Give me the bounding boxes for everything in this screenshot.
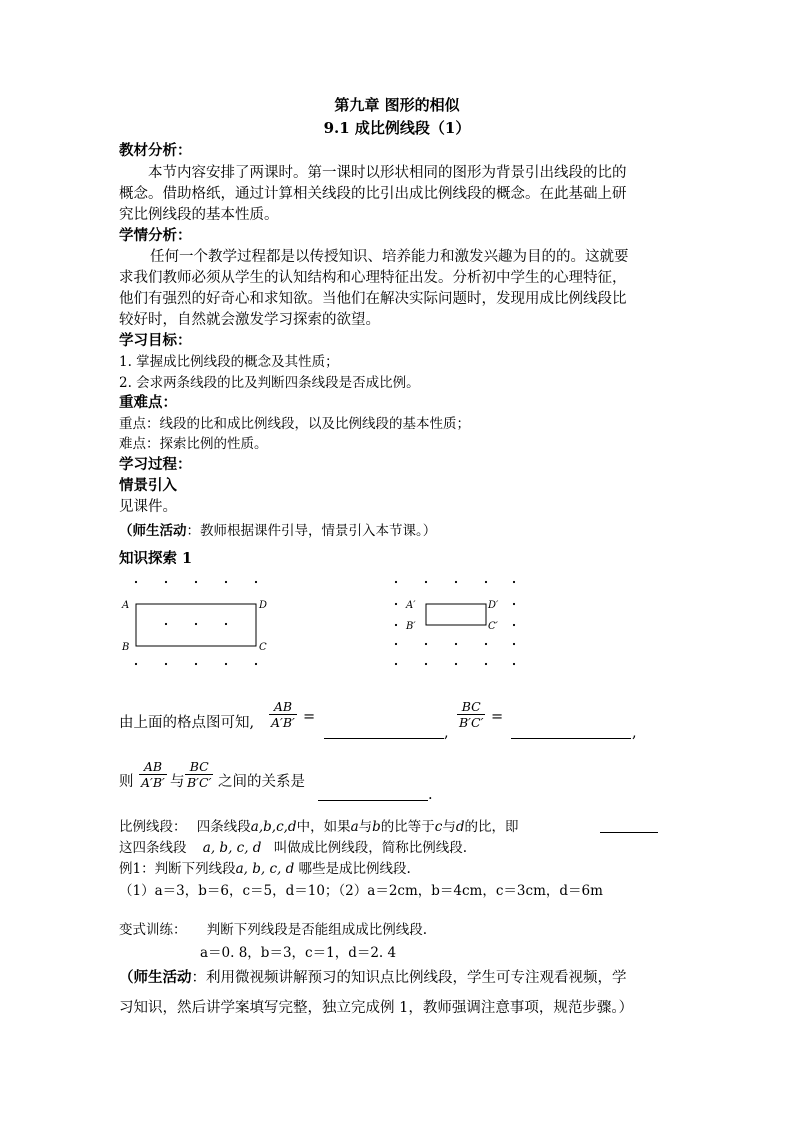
fraction-numerator: AB — [273, 699, 293, 714]
equals-sign: = — [491, 709, 504, 725]
intro-heading: 情景引入 — [119, 477, 177, 494]
learner-analysis-line: 求我们教师必须从学生的认知结构和心理特征出发。分析初中学生的心理特征， — [119, 270, 627, 286]
small-rectangle — [426, 604, 486, 625]
grid-prefix: 由上面的格点图可知, — [119, 715, 255, 731]
example-text: 例1：判断下列线段 — [119, 861, 236, 877]
process-heading: 学习过程： — [119, 456, 192, 473]
textbook-analysis-line: 本节内容安排了两课时。第一课时以形状相同的图形为背景引出线段的比的 — [148, 165, 627, 181]
answer-blank[interactable] — [318, 800, 428, 801]
fraction-bc — [185, 759, 213, 790]
key-point: 重点：线段的比和成比例线段，以及比例线段的基本性质； — [119, 416, 470, 432]
var-b: b — [372, 819, 381, 835]
section-title: 9.1 成比例线段（1） — [323, 119, 471, 137]
vertex-label-b: B — [122, 642, 130, 653]
vertex-label-d: D — [259, 600, 268, 611]
fraction-denominator: A′B′ — [271, 715, 295, 730]
fraction-bc — [457, 699, 485, 730]
learner-analysis-line: 较好时，自然就会激发学习探索的欲望。 — [119, 312, 380, 328]
relation-prefix: 则 — [119, 774, 134, 790]
answer-blank[interactable] — [511, 738, 631, 739]
example-vars: a, b, c, d — [235, 861, 295, 877]
objective-item: 1. 掌握成比例线段的概念及其性质； — [119, 354, 339, 370]
definition-vars: a, b, c, d — [202, 840, 262, 856]
variation-text: 判断下列线段是否能组成成比例线段. — [206, 922, 428, 938]
definition-line-1 — [119, 815, 519, 835]
definition-text: 四条线段 — [196, 819, 251, 835]
teacher-activity-2-line-1 — [119, 966, 627, 987]
vertex-label-a: A — [122, 600, 130, 611]
example-line-1 — [119, 857, 411, 877]
teacher-activity-text: ：利用微视频讲解预习的知识点比例线段，学生可专注观看视频，学 — [191, 970, 627, 986]
variation-values: a＝0. 8，b＝3，c＝1，d＝2. 4 — [200, 945, 397, 961]
comma: , — [444, 725, 449, 741]
chapter-title: 第九章 图形的相似 — [334, 96, 460, 114]
difficult-point: 难点：探索比例的性质。 — [119, 436, 268, 452]
definition-vars: a,b,c,d — [250, 819, 297, 835]
textbook-analysis-line: 概念。借助格纸，通过计算相关线段的比引出成比例线段的概念。在此基础上研 — [119, 186, 627, 202]
answer-blank[interactable] — [600, 832, 658, 833]
vertex-label-c-prime: C′ — [488, 621, 498, 632]
vertex-label-b-prime: B′ — [406, 621, 416, 632]
fraction-denominator: B′C′ — [187, 775, 212, 790]
example-line-2: （1）a＝3，b＝6，c＝5，d＝10；（2）a＝2cm，b＝4cm，c＝3cm，d＝6m — [119, 883, 603, 899]
comma: , — [632, 725, 637, 741]
variation-line — [119, 918, 427, 938]
exploration-heading: 知识探索 1 — [119, 550, 193, 567]
vertex-label-c: C — [259, 642, 267, 653]
fraction-numerator: BC — [189, 759, 209, 774]
definition-text: 这四条线段 — [119, 840, 187, 856]
definition-text: 叫做成比例线段，简称比例线段. — [273, 840, 468, 856]
learner-analysis-line: 他们有强烈的好奇心和求知欲。当他们在解决实际问题时，发现用成比例线段比 — [119, 291, 627, 307]
fraction-ab — [139, 759, 167, 790]
equals-sign: = — [303, 709, 316, 725]
definition-text: 的比等于 — [380, 819, 435, 835]
definition-label: 比例线段： — [119, 819, 187, 835]
definition-text: 的比，即 — [464, 819, 519, 835]
intro-text: 见课件。 — [119, 499, 177, 515]
grid-dots — [135, 581, 257, 665]
key-points-heading: 重难点： — [119, 394, 177, 411]
learner-analysis-heading: 学情分析： — [119, 227, 192, 244]
teacher-activity-label: （师生活动 — [119, 523, 187, 539]
teacher-activity-2-line-2: 习知识，然后讲学案填写完整，独立完成例 1，教师强调注意事项，规范步骤。） — [119, 1000, 634, 1016]
fraction-numerator: AB — [143, 759, 163, 774]
textbook-analysis-line: 究比例线段的基本性质。 — [119, 207, 279, 223]
fraction-numerator: BC — [461, 699, 481, 714]
relation-suffix: 之间的关系是 — [218, 774, 305, 790]
fraction-ab — [269, 699, 297, 730]
definition-text: 与 — [442, 819, 456, 835]
definition-text: 与 — [358, 819, 373, 835]
teacher-activity-1 — [119, 519, 436, 539]
learner-analysis-line: 任何一个教学过程都是以传授知识、培养能力和激发兴趣为目的的。这就要 — [150, 249, 629, 265]
objectives-heading: 学习目标： — [119, 332, 192, 349]
definition-text: 中，如果 — [296, 819, 351, 835]
fraction-denominator: A′B′ — [141, 775, 165, 790]
textbook-analysis-heading: 教材分析： — [119, 142, 192, 159]
fraction-denominator: B′C′ — [459, 715, 484, 730]
definition-line-2 — [119, 836, 467, 856]
variation-label: 变式训练： — [119, 922, 187, 938]
vertex-label-d-prime: D′ — [488, 600, 499, 611]
grid-figure-large — [118, 572, 278, 672]
grid-figure-small — [388, 572, 528, 672]
teacher-activity-text: ：教师根据课件引导，情景引入本节课。） — [186, 523, 437, 539]
example-text: 哪些是成比例线段. — [298, 861, 411, 877]
teacher-activity-label: （师生活动 — [119, 969, 192, 986]
vertex-label-a-prime: A′ — [406, 600, 416, 611]
var-a: a — [350, 819, 359, 835]
answer-blank[interactable] — [324, 738, 444, 739]
relation-middle: 与 — [170, 774, 185, 790]
objective-item: 2. 会求两条线段的比及判断四条线段是否成比例。 — [119, 375, 420, 391]
var-c: c — [434, 819, 443, 835]
period: . — [428, 787, 433, 803]
var-d: d — [455, 819, 465, 835]
